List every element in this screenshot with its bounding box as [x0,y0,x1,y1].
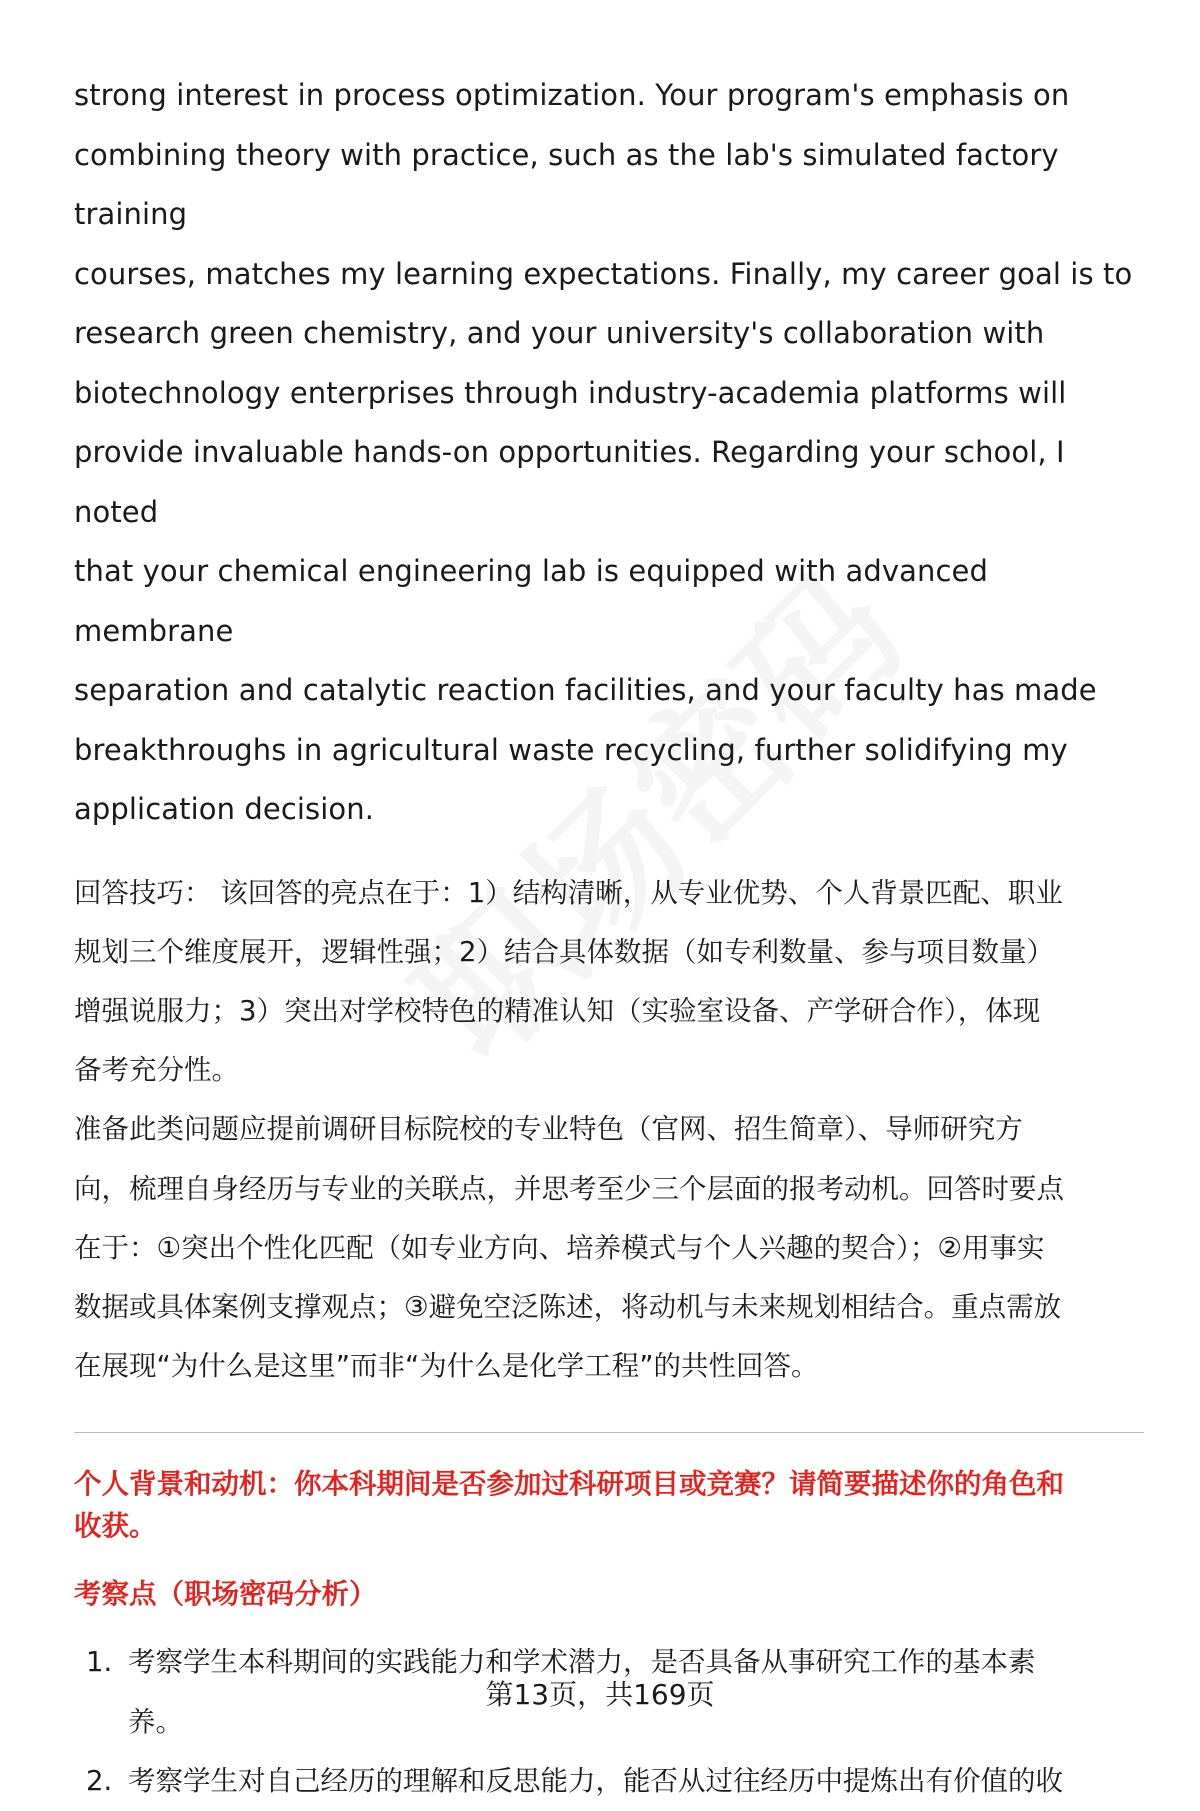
text-line: 在展现“为什么是这里”而非“为什么是化学工程”的共性回答。 [74,1350,819,1383]
text-line: 回答技巧： 该回答的亮点在于：1）结构清晰，从专业优势、个人背景匹配、职业 [74,876,1063,909]
text-line: breakthroughs in agricultural waste recycling, further solidifying my [74,732,1068,767]
text-line: research green chemistry, and your university's collaboration with [74,316,1045,350]
text-line: application decision. [74,792,375,826]
text-line: 考察学生本科期间的实践能力和学术潜力，是否具备从事研究工作的基本素 [128,1646,1036,1679]
text-line: provide invaluable hands-on opportunities. Regarding your school, I noted [74,435,1065,529]
text-line: 个人背景和动机：你本科期间是否参加过科研项目或竞赛？请简要描述你的角色和 [74,1468,1064,1501]
text-line: courses, matches my learning expectations. Finally, my career goal is to [74,256,1133,291]
text-line: 在于：①突出个性化匹配（如专业方向、培养模式与个人兴趣的契合）；②用事实 [74,1231,1045,1264]
text-line: 增强说服力；3）突出对学校特色的精准认知（实验室设备、产学研合作），体现 [74,994,1041,1027]
text-line: 备考充分性。 [74,1054,239,1087]
text-line: 准备此类问题应提前调研目标院校的专业特色（官网、招生简章）、导师研究方 [74,1113,1023,1146]
list-item [74,1752,1144,1811]
list-item-number: 1. [86,1646,113,1679]
text-line: separation and catalytic reaction facilities, and your faculty has made [74,673,1097,707]
text-line: combining theory with practice, such as the lab's simulated factory training [74,137,1059,231]
text-line: 数据或具体案例支撑观点；③避免空泛陈述，将动机与未来规划相结合。重点需放 [74,1290,1062,1323]
answer-tips-paragraph [74,864,1144,1101]
assessment-points-list [74,1633,1144,1811]
question-heading [74,1463,1144,1547]
text-line: strong interest in process optimization. Your program's emphasis on [74,78,1070,112]
text-line: 收获。 [74,1510,157,1543]
assessment-points-heading: 考察点（职场密码分析） [74,1578,377,1611]
section-divider [74,1432,1144,1433]
text-line: 规划三个维度展开，逻辑性强；2）结合具体数据（如专利数量、参与项目数量） [74,935,1054,968]
answer-paragraph-en [74,66,1144,840]
page-number-footer: 第13页，共169页 [485,1678,715,1711]
text-line: 养。 [128,1705,183,1738]
page-content [74,66,1144,1811]
text-line: biotechnology enterprises through industry-academia platforms will [74,375,1067,410]
text-line: 考察学生对自己经历的理解和反思能力，能否从过往经历中提炼出有价值的收 [128,1764,1063,1797]
preparation-advice-paragraph [74,1100,1144,1396]
text-line: 向，梳理自身经历与专业的关联点，并思考至少三个层面的报考动机。回答时要点 [74,1172,1064,1205]
list-item-number: 2. [86,1764,113,1797]
text-line: that your chemical engineering lab is equipped with advanced membrane [74,554,988,648]
